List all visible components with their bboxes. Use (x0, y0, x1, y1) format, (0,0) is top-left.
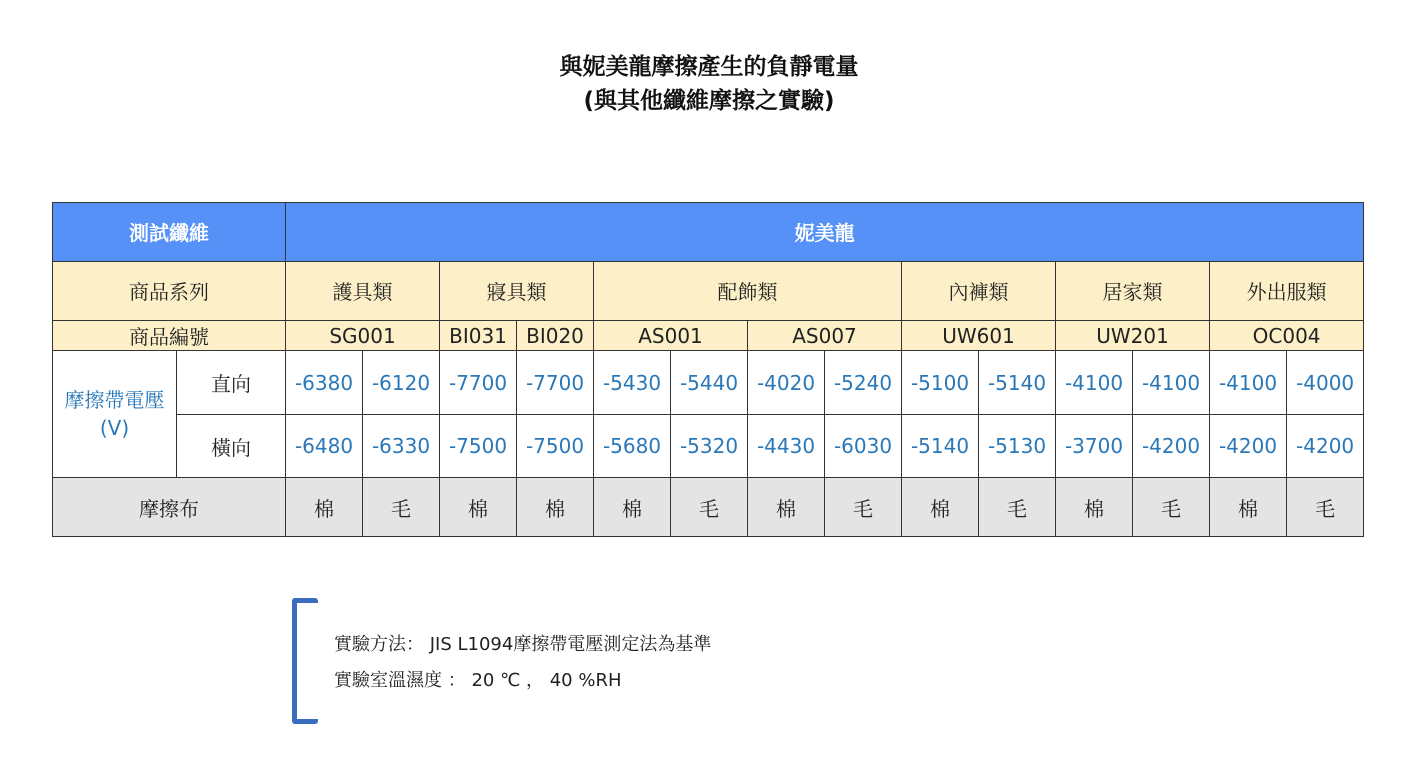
vertical-value: -6380 (286, 351, 363, 415)
experiment-note (292, 598, 792, 724)
horizontal-value: -5680 (594, 414, 671, 478)
code-row (53, 321, 1364, 351)
vertical-value: -7700 (440, 351, 517, 415)
horizontal-value: -5130 (979, 414, 1056, 478)
title-line-2: (與其他纖維摩擦之實驗) (583, 88, 835, 114)
vertical-value: -4100 (1056, 351, 1133, 415)
code-cell: SG001 (286, 321, 440, 351)
cloth-value: 毛 (363, 478, 440, 537)
series-cell: 外出服類 (1210, 261, 1364, 321)
vertical-row (53, 351, 1364, 415)
vertical-value: -4000 (1287, 351, 1364, 415)
horizontal-value: -5140 (902, 414, 979, 478)
cloth-value: 棉 (440, 478, 517, 537)
code-cell: OC004 (1210, 321, 1364, 351)
note-method: 實驗方法： JIS L1094摩擦帶電壓測定法為基準 (334, 634, 712, 655)
vertical-value: -4020 (748, 351, 825, 415)
voltage-label (53, 351, 177, 478)
header-fiber-name: 妮美龍 (286, 203, 1364, 262)
vertical-value: -5430 (594, 351, 671, 415)
cloth-value: 棉 (1056, 478, 1133, 537)
code-cell: AS007 (748, 321, 902, 351)
series-cell: 護具類 (286, 261, 440, 321)
horizontal-value: -6480 (286, 414, 363, 478)
code-cell: BI020 (517, 321, 594, 351)
code-cell: BI031 (440, 321, 517, 351)
vertical-label: 直向 (177, 351, 286, 415)
note-bracket (292, 598, 318, 724)
cloth-label: 摩擦布 (53, 478, 286, 537)
horizontal-value: -6330 (363, 414, 440, 478)
series-label: 商品系列 (53, 261, 286, 321)
voltage-table (52, 202, 1364, 537)
vertical-value: -4100 (1210, 351, 1287, 415)
cloth-value: 棉 (286, 478, 363, 537)
cloth-value: 棉 (517, 478, 594, 537)
vertical-value: -4100 (1133, 351, 1210, 415)
series-cell: 寢具類 (440, 261, 594, 321)
horizontal-value: -3700 (1056, 414, 1133, 478)
cloth-value: 毛 (671, 478, 748, 537)
cloth-value: 棉 (748, 478, 825, 537)
note-conditions: 實驗室溫濕度 ： 20 ℃ ， 40 %RH (334, 670, 622, 691)
code-cell: AS001 (594, 321, 748, 351)
vertical-value: -5140 (979, 351, 1056, 415)
series-row (53, 261, 1364, 321)
horizontal-label: 橫向 (177, 414, 286, 478)
title-line-1: 與妮美龍摩擦產生的負靜電量 (559, 54, 859, 80)
series-cell: 內褲類 (902, 261, 1056, 321)
vertical-value: -6120 (363, 351, 440, 415)
horizontal-value: -4200 (1210, 414, 1287, 478)
cloth-value: 毛 (1287, 478, 1364, 537)
vertical-value: -5440 (671, 351, 748, 415)
horizontal-value: -7500 (517, 414, 594, 478)
horizontal-value: -4430 (748, 414, 825, 478)
cloth-value: 棉 (902, 478, 979, 537)
horizontal-value: -5320 (671, 414, 748, 478)
header-row (53, 203, 1364, 262)
code-label: 商品編號 (53, 321, 286, 351)
header-test-fiber: 測試纖維 (53, 203, 286, 262)
cloth-value: 毛 (1133, 478, 1210, 537)
vertical-value: -5100 (902, 351, 979, 415)
code-cell: UW601 (902, 321, 1056, 351)
cloth-value: 棉 (1210, 478, 1287, 537)
code-cell: UW201 (1056, 321, 1210, 351)
cloth-value: 毛 (825, 478, 902, 537)
cloth-value: 棉 (594, 478, 671, 537)
horizontal-value: -4200 (1133, 414, 1210, 478)
series-cell: 居家類 (1056, 261, 1210, 321)
vertical-value: -7700 (517, 351, 594, 415)
series-cell: 配飾類 (594, 261, 902, 321)
document-title (0, 50, 1418, 118)
cloth-value: 毛 (979, 478, 1056, 537)
horizontal-row (53, 414, 1364, 478)
horizontal-value: -6030 (825, 414, 902, 478)
horizontal-value: -7500 (440, 414, 517, 478)
horizontal-value: -4200 (1287, 414, 1364, 478)
cloth-row (53, 478, 1364, 537)
voltage-label-text: 摩擦帶電壓(V) (64, 388, 165, 441)
vertical-value: -5240 (825, 351, 902, 415)
